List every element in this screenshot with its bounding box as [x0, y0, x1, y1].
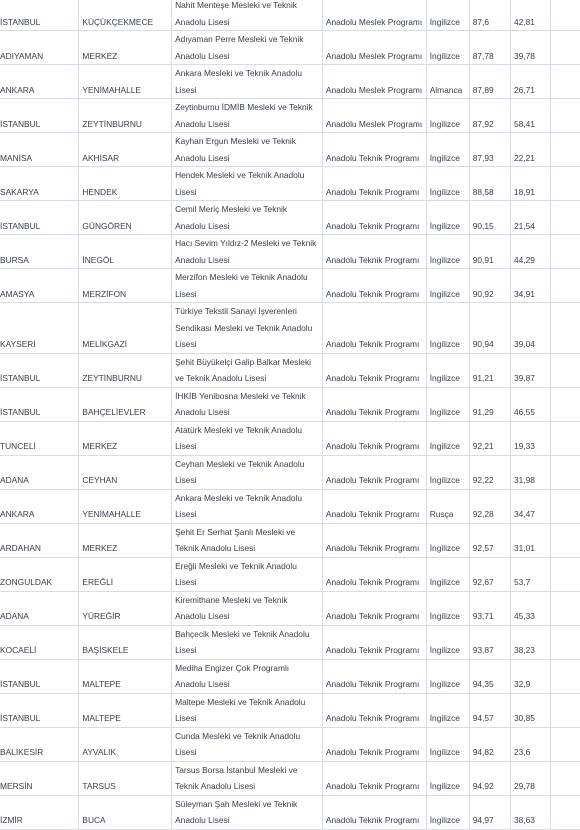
cell-school-name: Cemil Meriç Mesleki ve Teknik Anadolu Lisesi	[172, 201, 323, 235]
cell-program: Anadolu Teknik Programı	[322, 489, 426, 523]
cell-percentile: 94,92	[469, 761, 510, 795]
cell-school-name: Hacı Sevim Yıldız-2 Mesleki ve Teknik Anadolu Lisesi	[172, 235, 323, 269]
cell-percentile: 90,94	[469, 303, 510, 354]
cell-school-name: Kiremithane Mesleki ve Teknik Anadolu Lisesi	[172, 591, 323, 625]
cell-program: Anadolu Meslek Programı	[322, 31, 426, 65]
cell-empty	[550, 201, 580, 235]
table-row	[0, 303, 580, 354]
cell-program: Anadolu Teknik Programı	[322, 523, 426, 557]
cell-score: 58,41	[510, 99, 550, 133]
cell-score: 45,33	[510, 591, 550, 625]
cell-percentile: 93,87	[469, 625, 510, 659]
table-row	[0, 693, 580, 727]
cell-school-name: Ankara Mesleki ve Teknik Anadolu Lisesi	[172, 65, 323, 99]
cell-empty	[550, 761, 580, 795]
cell-province: İSTANBUL	[0, 659, 79, 693]
cell-province: BURSA	[0, 235, 79, 269]
cell-language: İngilizce	[426, 269, 469, 303]
cell-language: İngilizce	[426, 31, 469, 65]
cell-province: SAKARYA	[0, 167, 79, 201]
cell-school-name: Merzifon Mesleki ve Teknik Anadolu Lisesi	[172, 269, 323, 303]
table-row	[0, 727, 580, 761]
cell-school-name: Nahit Menteşe Mesleki ve Teknik Anadolu Lisesi	[172, 0, 323, 31]
cell-percentile: 94,35	[469, 659, 510, 693]
cell-percentile: 87,92	[469, 99, 510, 133]
cell-language: İngilizce	[426, 795, 469, 829]
cell-language: İngilizce	[426, 133, 469, 167]
cell-empty	[550, 455, 580, 489]
cell-district: MALTEPE	[79, 693, 172, 727]
cell-language: İngilizce	[426, 625, 469, 659]
table-row	[0, 0, 580, 31]
cell-school-name: Ankara Mesleki ve Teknik Anadolu Lisesi	[172, 489, 323, 523]
cell-program: Anadolu Teknik Programı	[322, 693, 426, 727]
cell-language: İngilizce	[426, 693, 469, 727]
cell-school-name: Kayhan Ergun Mesleki ve Teknik Anadolu Lisesi	[172, 133, 323, 167]
cell-district: TARSUS	[79, 761, 172, 795]
cell-empty	[550, 727, 580, 761]
cell-empty	[550, 31, 580, 65]
cell-language: İngilizce	[426, 659, 469, 693]
cell-district: YÜREĞİR	[79, 591, 172, 625]
cell-score: 39,78	[510, 31, 550, 65]
cell-province: ZONGULDAK	[0, 557, 79, 591]
table-row	[0, 353, 580, 387]
cell-empty	[550, 421, 580, 455]
cell-percentile: 91,29	[469, 387, 510, 421]
cell-percentile: 92,21	[469, 421, 510, 455]
cell-province: TUNCELİ	[0, 421, 79, 455]
cell-score: 42,81	[510, 0, 550, 31]
cell-score: 29,78	[510, 761, 550, 795]
cell-program: Anadolu Meslek Programı	[322, 0, 426, 31]
cell-language: İngilizce	[426, 99, 469, 133]
cell-province: İSTANBUL	[0, 0, 79, 31]
cell-empty	[550, 659, 580, 693]
cell-empty	[550, 167, 580, 201]
cell-score: 39,04	[510, 303, 550, 354]
cell-program: Anadolu Teknik Programı	[322, 455, 426, 489]
table-row	[0, 269, 580, 303]
cell-percentile: 92,57	[469, 523, 510, 557]
cell-percentile: 90,15	[469, 201, 510, 235]
table-row	[0, 235, 580, 269]
cell-score: 46,55	[510, 387, 550, 421]
cell-district: MELİKGAZİ	[79, 303, 172, 354]
cell-province: ADIYAMAN	[0, 31, 79, 65]
cell-school-name: Adıyaman Perre Mesleki ve Teknik Anadolu Lisesi	[172, 31, 323, 65]
cell-school-name: Şehit Er Serhat Şanlı Mesleki ve Teknik Anadolu Lisesi	[172, 523, 323, 557]
cell-district: MERZİFON	[79, 269, 172, 303]
cell-score: 23,6	[510, 727, 550, 761]
cell-empty	[550, 0, 580, 31]
cell-language: İngilizce	[426, 353, 469, 387]
table-row	[0, 591, 580, 625]
cell-district: BUCA	[79, 795, 172, 829]
table-row	[0, 557, 580, 591]
cell-school-name: Atatürk Mesleki ve Teknik Anadolu Lisesi	[172, 421, 323, 455]
cell-district: BAŞİSKELE	[79, 625, 172, 659]
cell-school-name: Mediha Engizer Çok Programlı Anadolu Lisesi	[172, 659, 323, 693]
cell-percentile: 91,21	[469, 353, 510, 387]
cell-empty	[550, 303, 580, 354]
cell-empty	[550, 133, 580, 167]
cell-percentile: 94,57	[469, 693, 510, 727]
cell-school-name: Türkiye Tekstil Sanayi İşverenleri Sendikası Mesleki ve Teknik Anadolu Lisesi	[172, 303, 323, 354]
cell-score: 34,91	[510, 269, 550, 303]
table-row	[0, 31, 580, 65]
cell-empty	[550, 523, 580, 557]
cell-language: İngilizce	[426, 201, 469, 235]
cell-empty	[550, 625, 580, 659]
cell-province: İSTANBUL	[0, 387, 79, 421]
cell-score: 18,91	[510, 167, 550, 201]
cell-program: Anadolu Teknik Programı	[322, 235, 426, 269]
cell-district: MERKEZ	[79, 31, 172, 65]
cell-language: İngilizce	[426, 591, 469, 625]
cell-province: ANKARA	[0, 65, 79, 99]
cell-score: 31,01	[510, 523, 550, 557]
cell-score: 30,85	[510, 693, 550, 727]
cell-province: AMASYA	[0, 269, 79, 303]
table-row	[0, 625, 580, 659]
cell-language: İngilizce	[426, 557, 469, 591]
cell-program: Anadolu Teknik Programı	[322, 133, 426, 167]
cell-district: İNEGÖL	[79, 235, 172, 269]
cell-province: ADANA	[0, 591, 79, 625]
cell-percentile: 92,67	[469, 557, 510, 591]
cell-score: 44,29	[510, 235, 550, 269]
cell-percentile: 88,58	[469, 167, 510, 201]
cell-empty	[550, 489, 580, 523]
table-row	[0, 387, 580, 421]
cell-province: ADANA	[0, 455, 79, 489]
cell-program: Anadolu Teknik Programı	[322, 625, 426, 659]
table-row	[0, 65, 580, 99]
cell-empty	[550, 795, 580, 829]
table-row	[0, 761, 580, 795]
cell-language: Almanca	[426, 65, 469, 99]
cell-language: İngilizce	[426, 421, 469, 455]
cell-district: YENİMAHALLE	[79, 65, 172, 99]
cell-empty	[550, 353, 580, 387]
cell-language: İngilizce	[426, 761, 469, 795]
cell-school-name: Bahçecik Mesleki ve Teknik Anadolu Lisesi	[172, 625, 323, 659]
cell-program: Anadolu Teknik Programı	[322, 201, 426, 235]
cell-province: ANKARA	[0, 489, 79, 523]
cell-program: Anadolu Teknik Programı	[322, 421, 426, 455]
cell-language: İngilizce	[426, 303, 469, 354]
cell-program: Anadolu Teknik Programı	[322, 167, 426, 201]
cell-district: MERKEZ	[79, 421, 172, 455]
cell-program: Anadolu Teknik Programı	[322, 591, 426, 625]
cell-program: Anadolu Teknik Programı	[322, 659, 426, 693]
cell-district: ZEYTİNBURNU	[79, 99, 172, 133]
table-row	[0, 99, 580, 133]
table-row	[0, 659, 580, 693]
cell-score: 21,54	[510, 201, 550, 235]
cell-school-name: Şehit Büyükelçi Galip Balkar Mesleki ve Teknik Anadolu Lisesi	[172, 353, 323, 387]
table-row	[0, 523, 580, 557]
cell-school-name: Süleyman Şah Mesleki ve Teknik Anadolu Lisesi	[172, 795, 323, 829]
cell-program: Anadolu Teknik Programı	[322, 761, 426, 795]
cell-percentile: 92,28	[469, 489, 510, 523]
cell-province: İZMİR	[0, 795, 79, 829]
cell-province: KAYSERİ	[0, 303, 79, 354]
cell-school-name: Hendek Mesleki ve Teknik Anadolu Lisesi	[172, 167, 323, 201]
cell-province: BALIKESİR	[0, 727, 79, 761]
cell-district: BAHÇELİEVLER	[79, 387, 172, 421]
cell-score: 38,63	[510, 795, 550, 829]
cell-percentile: 94,97	[469, 795, 510, 829]
cell-district: CEYHAN	[79, 455, 172, 489]
cell-district: AKHİSAR	[79, 133, 172, 167]
cell-school-name: Ereğli Mesleki ve Teknik Anadolu Lisesi	[172, 557, 323, 591]
cell-score: 19,33	[510, 421, 550, 455]
cell-district: ZEYTİNBURNU	[79, 353, 172, 387]
cell-language: İngilizce	[426, 455, 469, 489]
cell-program: Anadolu Teknik Programı	[322, 303, 426, 354]
cell-language: İngilizce	[426, 0, 469, 31]
cell-district: EREĞLİ	[79, 557, 172, 591]
cell-percentile: 90,92	[469, 269, 510, 303]
cell-program: Anadolu Teknik Programı	[322, 557, 426, 591]
cell-language: İngilizce	[426, 727, 469, 761]
cell-score: 53,7	[510, 557, 550, 591]
table-row	[0, 133, 580, 167]
cell-percentile: 87,93	[469, 133, 510, 167]
cell-empty	[550, 693, 580, 727]
cell-empty	[550, 557, 580, 591]
cell-language: İngilizce	[426, 387, 469, 421]
cell-program: Anadolu Meslek Programı	[322, 99, 426, 133]
cell-percentile: 94,82	[469, 727, 510, 761]
cell-school-name: Tarsus Borsa İstanbul Mesleki ve Teknik Anadolu Lisesi	[172, 761, 323, 795]
cell-province: İSTANBUL	[0, 353, 79, 387]
table-row	[0, 201, 580, 235]
cell-percentile: 87,89	[469, 65, 510, 99]
cell-program: Anadolu Meslek Programı	[322, 65, 426, 99]
cell-percentile: 90,91	[469, 235, 510, 269]
cell-empty	[550, 235, 580, 269]
cell-province: İSTANBUL	[0, 99, 79, 133]
cell-language: İngilizce	[426, 235, 469, 269]
cell-district: AYVALIK	[79, 727, 172, 761]
cell-program: Anadolu Teknik Programı	[322, 387, 426, 421]
cell-province: MANİSA	[0, 133, 79, 167]
cell-program: Anadolu Teknik Programı	[322, 353, 426, 387]
cell-province: İSTANBUL	[0, 693, 79, 727]
cell-province: ARDAHAN	[0, 523, 79, 557]
table-row	[0, 795, 580, 829]
cell-province: MERSİN	[0, 761, 79, 795]
cell-score: 39,87	[510, 353, 550, 387]
cell-score: 34,47	[510, 489, 550, 523]
cell-school-name: Ceyhan Mesleki ve Teknik Anadolu Lisesi	[172, 455, 323, 489]
cell-score: 32,9	[510, 659, 550, 693]
cell-percentile: 93,71	[469, 591, 510, 625]
cell-empty	[550, 387, 580, 421]
cell-district: MALTEPE	[79, 659, 172, 693]
cell-empty	[550, 269, 580, 303]
cell-percentile: 87,78	[469, 31, 510, 65]
cell-percentile: 87,6	[469, 0, 510, 31]
table-row	[0, 421, 580, 455]
table-row	[0, 455, 580, 489]
cell-language: İngilizce	[426, 167, 469, 201]
cell-program: Anadolu Teknik Programı	[322, 269, 426, 303]
cell-empty	[550, 65, 580, 99]
cell-province: KOCAELİ	[0, 625, 79, 659]
cell-program: Anadolu Teknik Programı	[322, 795, 426, 829]
cell-district: KÜÇÜKÇEKMECE	[79, 0, 172, 31]
cell-percentile: 92,22	[469, 455, 510, 489]
table-row	[0, 167, 580, 201]
cell-school-name: Zeytinburnu İDMİB Mesleki ve Teknik Anadolu Lisesi	[172, 99, 323, 133]
cell-school-name: Cunda Mesleki ve Teknik Anadolu Lisesi	[172, 727, 323, 761]
cell-district: MERKEZ	[79, 523, 172, 557]
cell-program: Anadolu Teknik Programı	[322, 727, 426, 761]
cell-score: 31,98	[510, 455, 550, 489]
cell-school-name: İHKİB Yenibosna Mesleki ve Teknik Anadolu Lisesi	[172, 387, 323, 421]
cell-empty	[550, 591, 580, 625]
cell-school-name: Maltepe Mesleki ve Teknik Anadolu Lisesi	[172, 693, 323, 727]
cell-province: İSTANBUL	[0, 201, 79, 235]
cell-score: 38,23	[510, 625, 550, 659]
cell-score: 26,71	[510, 65, 550, 99]
cell-language: Rusça	[426, 489, 469, 523]
cell-empty	[550, 99, 580, 133]
cell-district: HENDEK	[79, 167, 172, 201]
cell-district: YENİMAHALLE	[79, 489, 172, 523]
cell-score: 22,21	[510, 133, 550, 167]
cell-language: İngilizce	[426, 523, 469, 557]
cell-district: GÜNGÖREN	[79, 201, 172, 235]
table-row	[0, 489, 580, 523]
